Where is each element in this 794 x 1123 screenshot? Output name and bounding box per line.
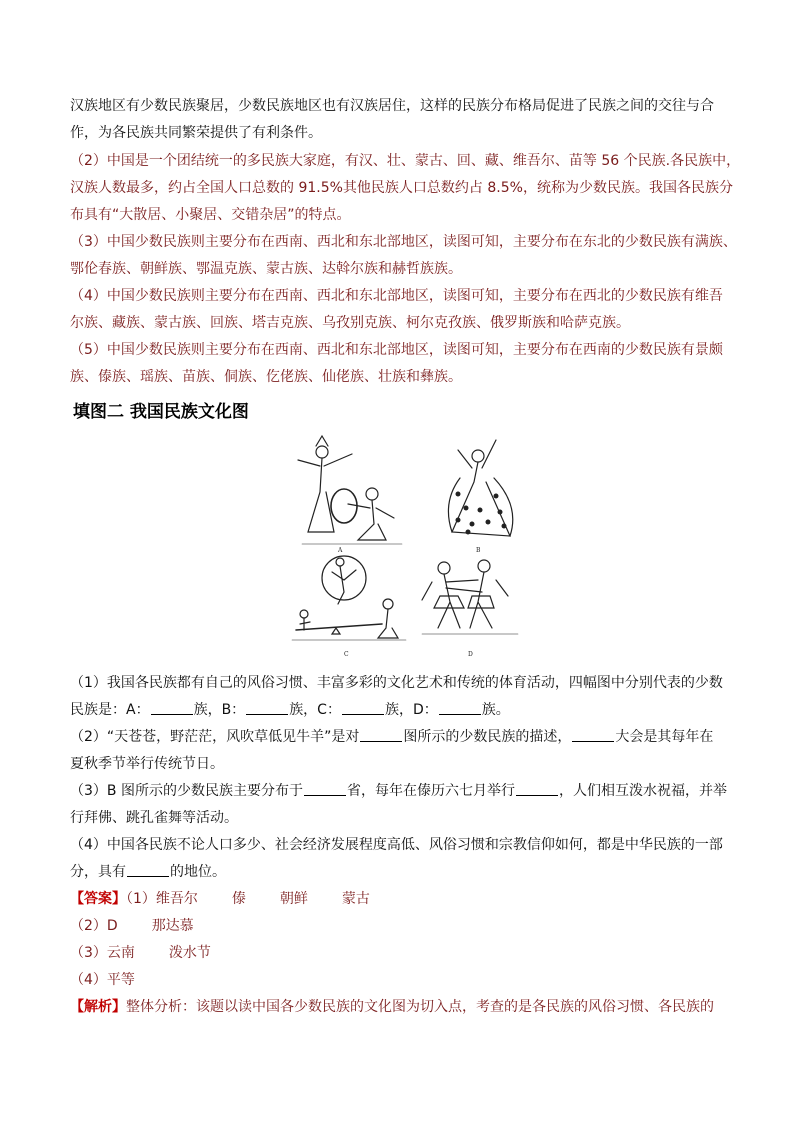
answer-line-3 xyxy=(70,944,730,962)
question-3-line-1 xyxy=(70,782,730,800)
q2-mid: 图所示的少数民族的描述， xyxy=(403,729,572,745)
explanation-2-line-1: （2）中国是一个团结统一的多民族大家庭，有汉、壮、蒙古、回、藏、维吾尔、苗等 56 个民族.各民族中， xyxy=(70,153,741,169)
blank-q4 xyxy=(127,863,169,877)
question-2-line-2: 夏秋季节举行传统节日。 xyxy=(70,756,224,772)
answer-1-a: （1）维吾尔 xyxy=(126,891,198,907)
figure-label-c: C xyxy=(344,651,349,658)
figure-label-a: A xyxy=(338,547,343,554)
answer-line-2 xyxy=(70,917,730,935)
analysis-line-1 xyxy=(70,998,730,1016)
intro-line-2: 作，为各民族共同繁荣提供了有利条件。 xyxy=(70,125,322,141)
intro-line-1: 汉族地区有少数民族聚居，少数民族地区也有汉族居住，这样的民族分布格局促进了民族之间的交往与合 xyxy=(70,98,714,114)
panel-a-dancers xyxy=(298,436,402,544)
blank-b xyxy=(246,701,288,715)
q1-end: 族。 xyxy=(481,702,510,718)
explanation-2-line-2: 汉族人数最多，约占全国人口总数的 91.5%其他民族人口总数约占 8.5%，统称为少数民族。我国各民族分 xyxy=(70,180,733,196)
q3-prefix: （3）B 图所示的少数民族主要分布于 xyxy=(70,783,303,799)
q1-prefix: 民族是：A： xyxy=(70,702,150,718)
blank-q3-festival xyxy=(516,782,558,796)
explanation-5-line-1: （5）中国少数民族则主要分布在西南、西北和东北部地区，读图可知，主要分布在西南的少数民族有景颇 xyxy=(70,342,723,358)
section-title: 填图二 我国民族文化图 xyxy=(73,402,249,422)
blank-q2-festival xyxy=(572,728,614,742)
explanation-3-line-2: 鄂伦春族、朝鲜族、鄂温克族、蒙古族、达斡尔族和赫哲族族。 xyxy=(70,261,462,277)
analysis-tag: 【解析】 xyxy=(70,999,126,1015)
answer-3-b: 泼水节 xyxy=(168,945,211,961)
ethnic-culture-illustration xyxy=(282,432,528,662)
blank-q2-figure xyxy=(360,728,402,742)
panel-d-wrestlers xyxy=(422,560,518,634)
explanation-3-line-1: （3）中国少数民族则主要分布在西南、西北和东北部地区，读图可知，主要分布在东北的少数民族有满族、 xyxy=(70,234,737,250)
q4-end: 的地位。 xyxy=(170,864,226,880)
figure-label-b: B xyxy=(476,547,481,554)
blank-c xyxy=(342,701,384,715)
question-1-line-1: （1）我国各民族都有自己的风俗习惯、丰富多彩的文化艺术和传统的体育活动，四幅图中分别代表的少数 xyxy=(70,675,723,691)
answer-1-d: 蒙古 xyxy=(341,891,370,907)
blank-d xyxy=(439,701,481,715)
answer-2-a: （2）D xyxy=(70,918,118,934)
blank-q3-province xyxy=(304,782,346,796)
answer-1-b: 傣 xyxy=(231,891,246,907)
explanation-4-line-1: （4）中国少数民族则主要分布在西南、西北和东北部地区，读图可知，主要分布在西北的少数民族有维吾 xyxy=(70,288,723,304)
q4-prefix: 分，具有 xyxy=(70,864,126,880)
q2-end: 大会是其每年在 xyxy=(615,729,714,745)
answer-tag: 【答案】 xyxy=(70,891,126,907)
q3-end: ，人们相互泼水祝福，并举 xyxy=(558,783,727,799)
q3-mid: 省，每年在傣历六七月举行 xyxy=(346,783,515,799)
explanation-5-line-2: 族、傣族、瑶族、苗族、侗族、仡佬族、仙佬族、壮族和彝族。 xyxy=(70,369,462,385)
q1-part-d: 族，D： xyxy=(384,702,438,718)
question-2-line-1 xyxy=(70,728,730,746)
q1-part-b: 族，B： xyxy=(193,702,246,718)
panel-c-seesaw xyxy=(292,556,406,640)
answer-line-1 xyxy=(70,890,730,908)
answer-3-a: （3）云南 xyxy=(70,945,135,961)
analysis-text: 整体分析：该题以读中国各少数民族的文化图为切入点，考查的是各民族的风俗习惯、各民族的 xyxy=(126,999,714,1015)
blank-a xyxy=(151,701,193,715)
q1-part-c: 族，C： xyxy=(289,702,341,718)
answer-line-4: （4）平等 xyxy=(70,972,135,988)
question-4-line-1: （4）中国各民族不论人口多少、社会经济发展程度高低、风俗习惯和宗教信仰如何，都是中华民族的一部 xyxy=(70,837,723,853)
question-1-line-2 xyxy=(70,701,730,719)
question-4-line-2 xyxy=(70,863,730,881)
explanation-2-line-3: 布具有“大散居、小聚居、交错杂居”的特点。 xyxy=(70,207,351,223)
explanation-4-line-2: 尔族、藏族、蒙古族、回族、塔吉克族、乌孜别克族、柯尔克孜族、俄罗斯族和哈萨克族。 xyxy=(70,315,630,331)
answer-1-c: 朝鲜 xyxy=(279,891,308,907)
ethnic-culture-figure xyxy=(282,432,528,662)
answer-2-b: 那达慕 xyxy=(151,918,194,934)
panel-b-peacock-dancer xyxy=(448,440,512,536)
question-3-line-2: 行拜佛、跳孔雀舞等活动。 xyxy=(70,810,238,826)
figure-label-d: D xyxy=(468,651,473,658)
q2-prefix: （2）“天苍苍，野茫茫，风吹草低见牛羊”是对 xyxy=(70,729,360,745)
